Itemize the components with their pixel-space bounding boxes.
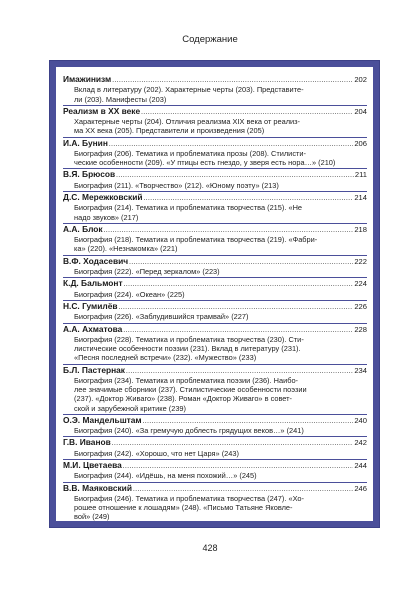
toc-entry	[63, 483, 367, 523]
toc-entry-description	[74, 117, 367, 135]
description-line: ли (203). Манифесты (203)	[74, 94, 167, 104]
toc-entry-page: 244	[354, 460, 367, 470]
toc-entry-heading	[63, 484, 367, 494]
contents-frame	[49, 60, 380, 528]
description-line: Биография (246). Тематика и проблематика творчества (247). «Хо-	[74, 493, 304, 503]
description-line: Биография (218). Тематика и проблематика творчества (219). «Фабри-	[74, 235, 318, 245]
toc-entry-title: В.Я. Брюсов	[63, 169, 116, 180]
toc-entry-heading	[63, 170, 367, 180]
dot-leader	[126, 367, 353, 376]
toc-entry	[63, 278, 367, 301]
dot-leader	[123, 462, 354, 471]
toc-entry-description	[74, 149, 367, 167]
description-line: Биография (228). Тематика и проблематика творчества (230). Сти-	[74, 334, 304, 344]
toc-entry-description	[74, 181, 367, 190]
toc-entry	[63, 256, 367, 279]
toc-entry-description	[74, 235, 367, 253]
toc-entry	[63, 169, 367, 192]
toc-entry-title: Н.С. Гумилёв	[63, 300, 118, 311]
toc-entry-heading	[63, 366, 367, 376]
dot-leader	[123, 326, 353, 335]
toc-entry-title: В.Ф. Ходасевич	[63, 255, 129, 266]
toc-entry	[63, 224, 367, 256]
toc-entry-title: И.А. Бунин	[63, 137, 108, 148]
page-number: 428	[202, 543, 218, 553]
toc-entry-description	[74, 85, 367, 103]
description-line: Вклад в литературу (202). Характерные черты (203). Представите-	[74, 85, 304, 95]
description-line: Биография (234). Тематика и проблематика поэзии (236). Наибо-	[74, 375, 299, 385]
toc-entry-heading	[63, 225, 367, 235]
toc-entry-heading	[63, 107, 367, 117]
description-line: ка» (220). «Незнакомка» (221)	[74, 244, 178, 254]
toc-entry-title: В.В. Маяковский	[63, 482, 132, 493]
toc-entry-description	[74, 494, 367, 522]
description-line: Биография (244). «Идёшь, на меня похожий…» (245)	[74, 471, 257, 481]
dot-leader	[143, 417, 354, 426]
running-header: Содержание	[182, 34, 238, 45]
toc-entry-description	[74, 449, 367, 458]
toc-entry-description	[74, 290, 367, 299]
toc-entry-heading	[63, 279, 367, 289]
description-line: Характерные черты (204). Отличия реализма XIX века от реализ-	[74, 117, 301, 127]
toc-entry-description	[74, 203, 367, 221]
toc-entry-heading	[63, 193, 367, 203]
description-line: Биография (226). «Заблудившийся трамвай» (227)	[74, 312, 249, 322]
toc-entry	[63, 365, 367, 415]
toc-entry-page: 222	[354, 256, 367, 266]
toc-entry-page: 246	[354, 483, 367, 493]
dot-leader	[133, 485, 353, 494]
toc-entry	[63, 138, 367, 170]
toc-entry-title: А.А. Ахматова	[63, 323, 123, 334]
toc-entry	[63, 415, 367, 438]
toc-entry-page: 202	[354, 75, 367, 84]
toc-entry-page: 214	[354, 193, 367, 203]
toc-entry-page: 240	[354, 415, 367, 425]
toc-entry-description	[74, 376, 367, 413]
toc-entry-page: 228	[354, 324, 367, 334]
dot-leader	[112, 439, 354, 448]
toc-entry-title: К.Д. Бальмонт	[63, 278, 123, 289]
toc-entry-description	[74, 267, 367, 276]
toc-entry-page: 226	[354, 301, 367, 311]
dot-leader	[144, 194, 354, 203]
toc-entry-page: 204	[354, 106, 367, 116]
toc-entry-page: 234	[354, 365, 367, 375]
description-line: Биография (206). Тематика и проблематика прозы (208). Стилисти-	[74, 149, 306, 159]
toc-entry	[63, 437, 367, 460]
toc-entry-title: М.И. Цветаева	[63, 459, 122, 470]
dot-leader	[124, 280, 354, 289]
toc-entry-title: А.А. Блок	[63, 223, 103, 234]
toc-entry-description	[74, 335, 367, 363]
toc-entry-title: Д.С. Мережковский	[63, 192, 143, 203]
dot-leader	[119, 303, 354, 312]
description-line: листические особенности поэзии (231). Вклад в литературу (231).	[74, 344, 301, 354]
description-line: Биография (222). «Перед зеркалом» (223)	[74, 267, 220, 277]
description-line: ской и зарубежной критике (239)	[74, 403, 187, 413]
toc-entry-heading	[63, 438, 367, 448]
toc-entry-title: О.Э. Мандельштам	[63, 414, 142, 425]
description-line: «Песня последней встречи» (232). «Мужество» (233)	[74, 353, 257, 363]
dot-leader	[109, 140, 353, 149]
description-line: лее значимые сборники (237). Стилистические особенности поэзии	[74, 385, 307, 395]
toc-entry	[63, 74, 367, 106]
toc-entry-heading	[63, 302, 367, 312]
toc-entry-title: Г.В. Иванов	[63, 437, 111, 448]
toc-entry-description	[74, 312, 367, 321]
toc-entry-page: 224	[354, 279, 367, 289]
description-line: вой» (249)	[74, 512, 110, 522]
toc-entry-page: 206	[354, 138, 367, 148]
dot-leader	[112, 76, 353, 85]
description-line: Биография (240). «За гремучую доблесть грядущих веков…» (241)	[74, 426, 304, 436]
toc-entry-description	[74, 471, 367, 480]
toc-entry-heading	[63, 325, 367, 335]
description-line: рошее отношение к лошадям» (248). «Письмо Татьяне Яковле-	[74, 503, 293, 513]
toc-entry	[63, 301, 367, 324]
table-of-contents	[56, 67, 373, 521]
description-line: Биография (214). Тематика и проблематика творчества (215). «Не	[74, 203, 303, 213]
toc-entry	[63, 106, 367, 138]
dot-leader	[116, 171, 354, 180]
toc-entry-heading	[63, 75, 367, 85]
toc-entry-heading	[63, 416, 367, 426]
toc-entry	[63, 460, 367, 483]
toc-entry-title: Б.Л. Пастернак	[63, 364, 125, 375]
dot-leader	[104, 226, 354, 235]
toc-entry-title: Имажинизм	[63, 74, 112, 84]
toc-entry-heading	[63, 461, 367, 471]
description-line: надо звуков» (217)	[74, 212, 139, 222]
toc-entry-page: 218	[354, 224, 367, 234]
description-line: Биография (242). «Хорошо, что нет Царя» (243)	[74, 448, 239, 458]
toc-entry	[63, 192, 367, 224]
description-line: Биография (224). «Океан» (225)	[74, 289, 185, 299]
description-line: ма XX века (205). Представители и произведения (205)	[74, 126, 265, 136]
dot-leader	[141, 108, 353, 117]
toc-entry-heading	[63, 139, 367, 149]
toc-entry-title: Реализм в XX веке	[63, 105, 141, 116]
description-line: ческие особенности (209). «У птицы есть гнездо, у зверя есть нора…» (210)	[74, 158, 336, 168]
dot-leader	[129, 258, 353, 267]
toc-entry-description	[74, 426, 367, 435]
description-line: (237). «Доктор Живаго» (238). Роман «Доктор Живаго» в совет-	[74, 394, 293, 404]
toc-entry-page: 211	[354, 170, 367, 180]
toc-entry-heading	[63, 257, 367, 267]
toc-entry	[63, 324, 367, 365]
description-line: Биография (211). «Творчество» (212). «Юному поэту» (213)	[74, 180, 279, 190]
toc-entry-page: 242	[354, 438, 367, 448]
